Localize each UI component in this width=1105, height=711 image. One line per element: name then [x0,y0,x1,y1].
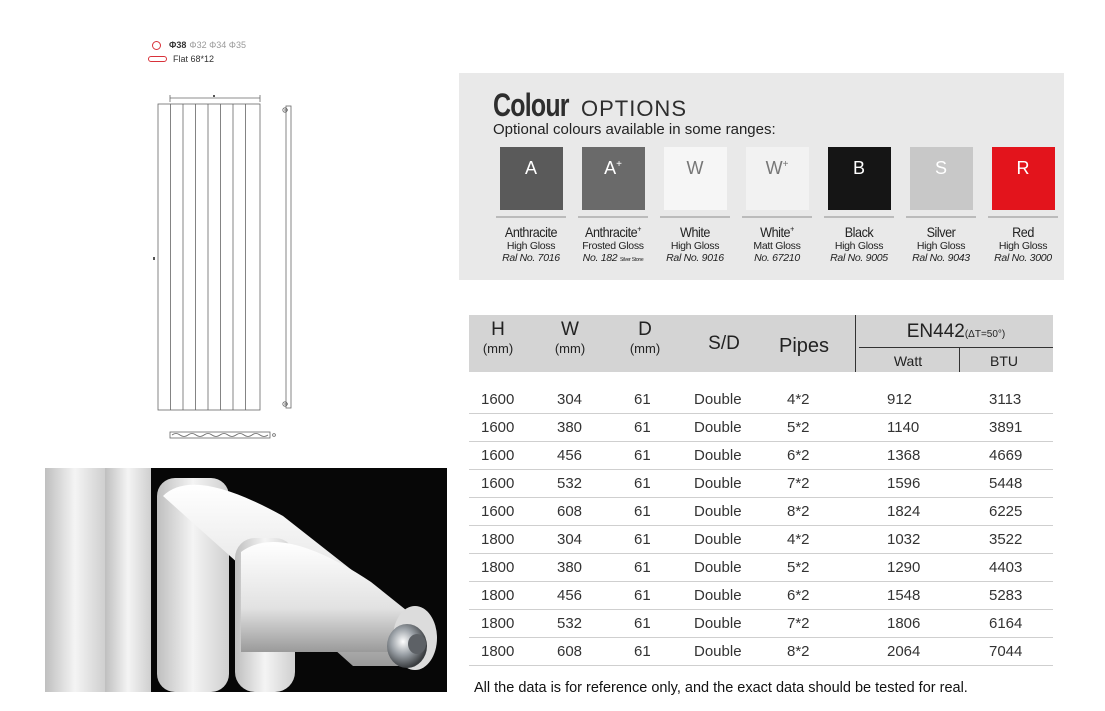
swatch-divider [578,216,648,218]
table-cell: 1032 [887,531,921,548]
colour-title-bold: Colour [493,87,569,123]
table-cell: 61 [634,419,651,436]
table-cell: 1800 [481,587,515,604]
flat-tube-legend [148,52,246,66]
colour-swatch-item [982,147,1064,266]
table-header [469,315,1053,372]
swatch-divider [660,216,730,218]
colour-name-text: Anthracite [585,224,638,240]
colour-ral [900,252,982,264]
colour-ral-text: Ral No. 7016 [502,252,560,264]
colour-swatch-item [654,147,736,266]
table-cell: 3113 [989,391,1022,408]
colour-finish: High Gloss [916,240,966,252]
radiator-technical-drawing [148,90,298,450]
header-depth [620,319,670,356]
table-cell: Double [694,531,742,548]
colour-finish: Matt Gloss [753,240,801,252]
colour-options-subtitle: Optional colours available in some ranges: [493,121,776,138]
table-cell: 61 [634,559,651,576]
table-cell: 532 [557,475,583,492]
table-cell: 3522 [989,531,1023,548]
header-pipes: Pipes [778,335,830,357]
colour-swatch [500,147,563,210]
table-cell: 532 [557,615,583,632]
table-cell: 4*2 [787,391,810,408]
round-tube-other-sizes: Φ32 Φ34 Φ35 [189,40,246,50]
table-cell: 61 [634,503,651,520]
colour-ral-text: Ral No. 3000 [994,252,1052,264]
table-cell: Double [694,503,742,520]
colour-name-sup: + [637,224,641,234]
table-cell: 4669 [989,447,1023,464]
colour-swatch-item [818,147,900,266]
swatch-letter: B [852,158,865,178]
table-cell: 608 [557,643,583,660]
colour-options-panel [459,73,1064,280]
swatch-letter: S [934,158,947,178]
swatch-divider [496,216,566,218]
table-row [469,526,1053,554]
colour-options-title [493,89,687,125]
table-cell: 456 [557,587,583,604]
table-cell: 912 [887,391,913,408]
table-row [469,414,1053,442]
header-height-label: H [491,319,505,340]
table-cell: 5*2 [787,559,810,576]
colour-name [494,224,568,240]
colour-name [986,224,1060,240]
table-row [469,582,1053,610]
colour-swatch [746,147,809,210]
table-cell: 61 [634,643,651,660]
colour-swatch [664,147,727,210]
table-cell: 3891 [989,419,1023,436]
colour-ral-text: Ral No. 9043 [912,252,970,264]
table-body [469,386,1053,666]
table-cell: 1600 [481,391,515,408]
table-cell: Double [694,587,742,604]
table-cell: 5*2 [787,419,810,436]
colour-name-sup: + [790,224,794,234]
table-cell: 8*2 [787,643,810,660]
colour-ral [736,252,818,264]
table-cell: 6225 [989,503,1023,520]
table-cell: 1800 [481,643,515,660]
radiator-valve-photo [45,468,447,692]
swatch-letter-sup: + [782,159,789,170]
swatch-divider [988,216,1058,218]
swatch-letter-sup: + [616,159,622,170]
table-row [469,442,1053,470]
table-cell: 2064 [887,643,921,660]
table-cell: Double [694,643,742,660]
table-cell: 8*2 [787,503,810,520]
colour-name [740,224,814,240]
table-cell: 380 [557,419,583,436]
header-depth-unit: (mm) [629,341,661,356]
header-height-unit: (mm) [482,341,514,356]
disclaimer-note: All the data is for reference only, and the exact data should be tested for real. [474,680,968,696]
table-row [469,610,1053,638]
table-cell: 5448 [989,475,1023,492]
colour-name-text: Red [1012,224,1034,240]
table-row [469,554,1053,582]
colour-ral-text: No. 67210 [754,252,800,264]
table-cell: 1140 [887,419,920,436]
table-cell: 6164 [989,615,1023,632]
header-watt: Watt [893,353,923,369]
header-en442-condition: (ΔT=50°) [964,329,1006,340]
swatch-letter: A [524,158,537,178]
table-cell: Double [694,615,742,632]
table-cell: 6*2 [787,587,810,604]
table-cell: 61 [634,531,651,548]
table-cell: 1368 [887,447,921,464]
colour-swatch [828,147,891,210]
colour-ral-text: No. 182 [582,252,618,264]
colour-finish: High Gloss [834,240,884,252]
header-width-label: W [561,319,579,340]
table-row [469,386,1053,414]
colour-name-text: White [680,224,710,240]
swatch-divider [906,216,976,218]
header-width-unit: (mm) [554,341,586,356]
colour-ral [982,252,1064,264]
table-cell: 7*2 [787,475,810,492]
table-cell: 4403 [989,559,1023,576]
header-depth-label: D [638,319,652,340]
colour-name [576,224,650,240]
table-cell: 61 [634,615,651,632]
header-single-double: S/D [708,333,740,354]
colour-title-light: OPTIONS [580,96,687,121]
flat-tube-icon [148,56,167,62]
swatch-divider [742,216,812,218]
swatch-letter: R [1016,158,1030,178]
table-cell: Double [694,419,742,436]
colour-name-text: Silver [926,224,956,240]
swatch-divider [824,216,894,218]
round-tube-icon [152,41,161,50]
table-cell: 608 [557,503,583,520]
colour-swatch [910,147,973,210]
swatch-letter: W [765,158,783,178]
colour-ral-extra: Silver Stone [619,257,644,263]
header-height [473,319,523,356]
round-tube-main-size: Φ38 [169,40,187,50]
header-btu: BTU [990,353,1018,369]
table-cell: Double [694,475,742,492]
colour-name [658,224,732,240]
table-row [469,638,1053,666]
table-row [469,470,1053,498]
table-cell: 1600 [481,503,515,520]
table-cell: 61 [634,587,651,604]
table-cell: 6*2 [787,447,810,464]
table-cell: 304 [557,391,583,408]
table-cell: 61 [634,391,651,408]
colour-swatch-item [900,147,982,266]
colour-swatch-item [490,147,572,266]
table-cell: Double [694,559,742,576]
colour-name [822,224,896,240]
swatch-letter: W [686,158,704,178]
radiator-spec-table [469,315,1053,666]
table-cell: 1290 [887,559,921,576]
colour-swatch-item [736,147,818,266]
colour-ral [490,252,572,264]
colour-swatch [992,147,1055,210]
table-cell: 304 [557,531,583,548]
colour-finish: High Gloss [506,240,556,252]
colour-ral-text: Ral No. 9016 [666,252,724,264]
colour-ral [572,252,654,266]
round-tube-legend [148,38,246,52]
tube-profile-legend [148,38,246,66]
table-cell: Double [694,391,742,408]
table-cell: 1806 [887,615,921,632]
colour-finish: High Gloss [670,240,720,252]
table-cell: 61 [634,475,651,492]
colour-ral [818,252,900,264]
header-en442-label: EN442 [906,321,965,342]
table-cell: 1600 [481,475,515,492]
table-cell: 7044 [989,643,1023,660]
table-cell: 7*2 [787,615,810,632]
table-cell: 1600 [481,447,515,464]
colour-swatch-item [572,147,654,266]
colour-name [904,224,978,240]
swatch-letter: A [604,158,617,178]
table-row [469,498,1053,526]
table-cell: 1800 [481,559,515,576]
table-cell: 380 [557,559,583,576]
table-cell: 1824 [887,503,921,520]
flat-tube-size: Flat 68*12 [173,54,215,64]
colour-name-text: White [760,224,791,240]
colour-swatch [582,147,645,210]
table-cell: 1800 [481,615,515,632]
table-cell: 456 [557,447,583,464]
colour-finish: High Gloss [998,240,1048,252]
colour-finish: Frosted Gloss [582,240,644,252]
colour-name-text: Anthracite [504,224,558,240]
colour-swatch-list [490,147,1064,266]
table-cell: 5283 [989,587,1023,604]
table-cell: 1596 [887,475,921,492]
colour-ral-text: Ral No. 9005 [830,252,888,264]
header-width [545,319,595,356]
table-cell: 4*2 [787,531,810,548]
colour-name-text: Black [844,224,874,240]
table-cell: 1600 [481,419,515,436]
colour-ral [654,252,736,264]
table-cell: 1800 [481,531,515,548]
header-en442 [859,321,1053,343]
table-cell: 1548 [887,587,921,604]
table-cell: Double [694,447,742,464]
table-cell: 61 [634,447,651,464]
